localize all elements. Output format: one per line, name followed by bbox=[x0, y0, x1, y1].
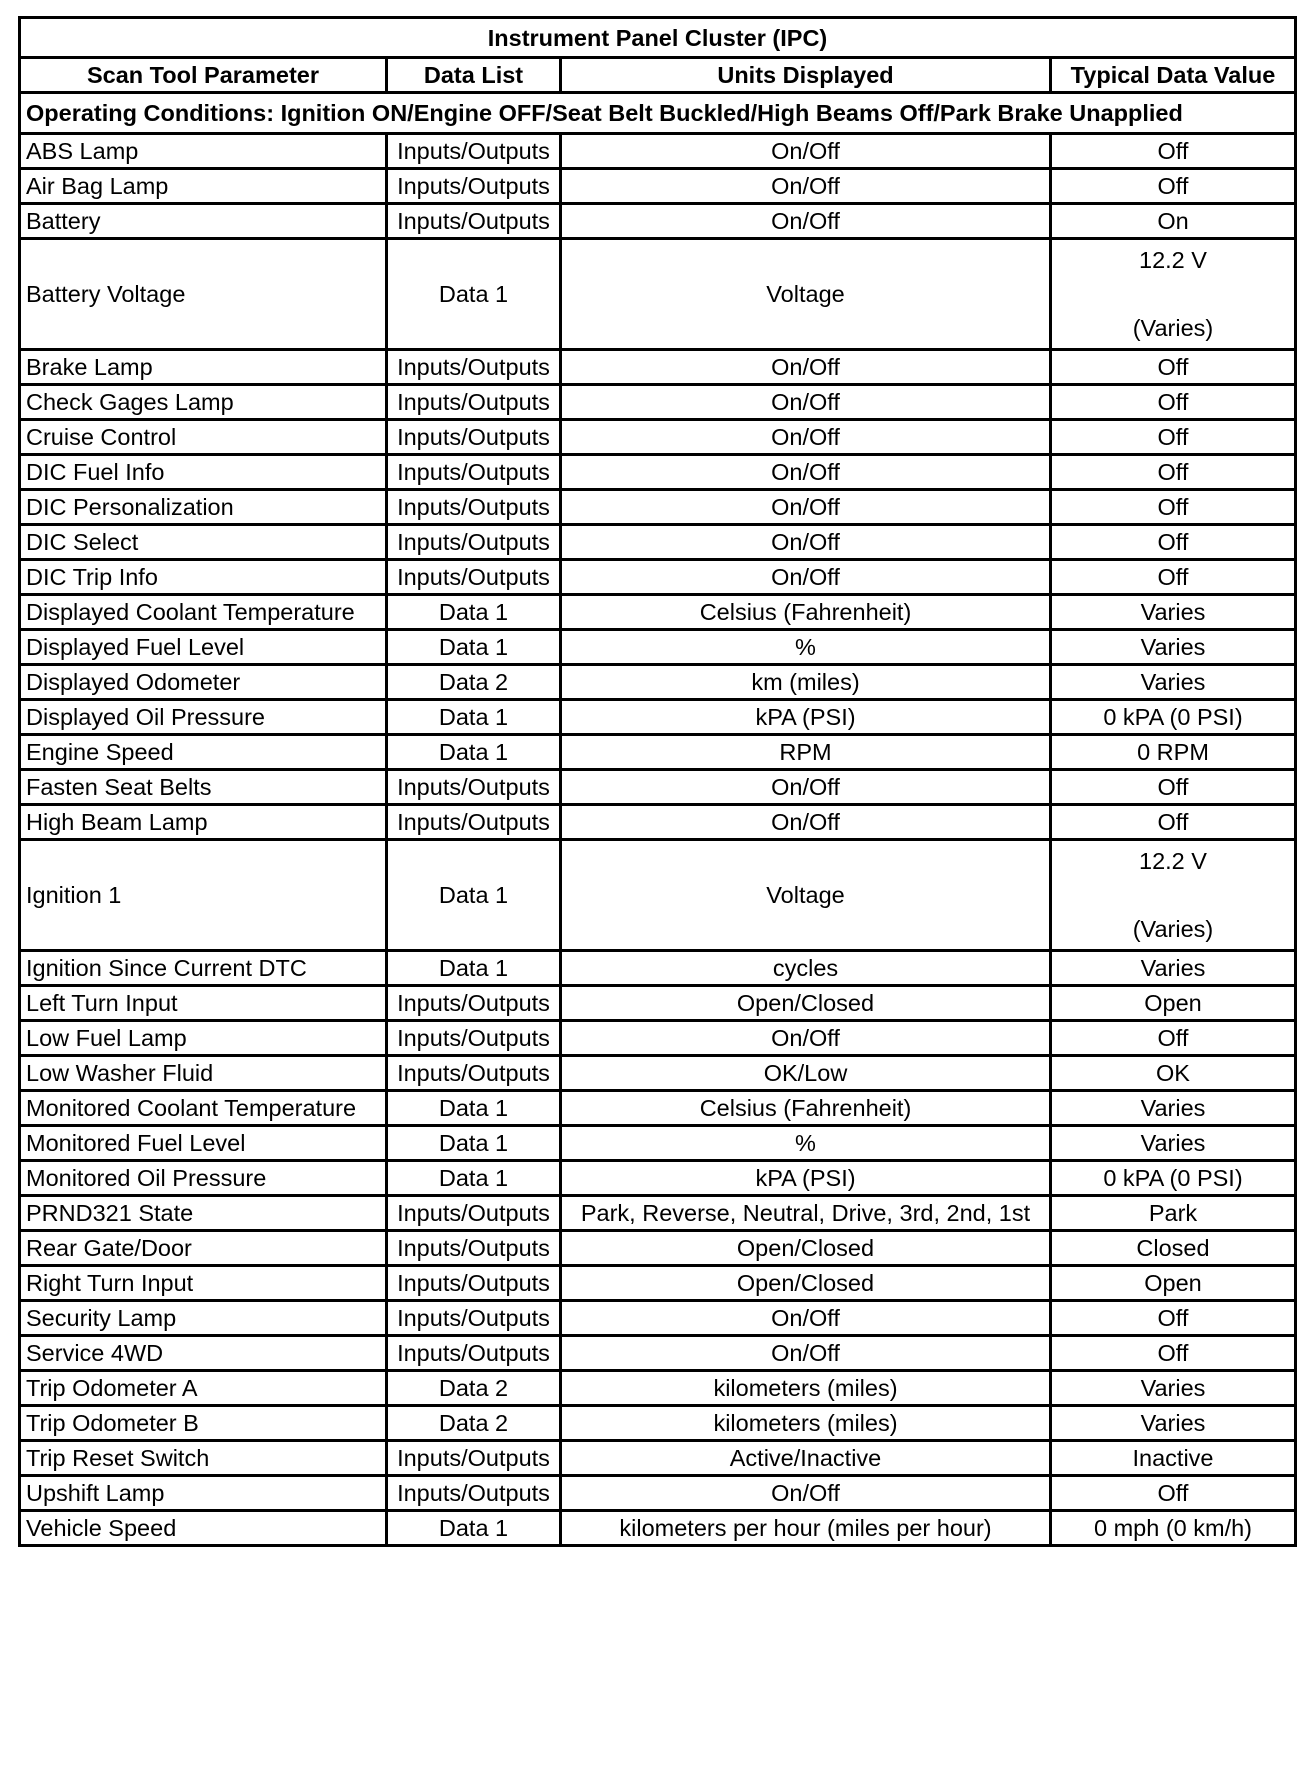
cell-typical-data-value: Off bbox=[1051, 1476, 1296, 1511]
cell-units-displayed: Open/Closed bbox=[561, 1266, 1051, 1301]
cell-typical-data-value: Varies bbox=[1051, 595, 1296, 630]
cell-data-list: Data 1 bbox=[387, 239, 561, 350]
cell-data-list: Data 1 bbox=[387, 700, 561, 735]
cell-scan-tool-parameter: DIC Fuel Info bbox=[20, 455, 387, 490]
cell-data-list: Inputs/Outputs bbox=[387, 525, 561, 560]
cell-typical-data-value: 0 RPM bbox=[1051, 735, 1296, 770]
cell-units-displayed: Voltage bbox=[561, 840, 1051, 951]
cell-scan-tool-parameter: Low Fuel Lamp bbox=[20, 1021, 387, 1056]
cell-typical-data-value: On bbox=[1051, 204, 1296, 239]
header-scan-tool-parameter: Scan Tool Parameter bbox=[20, 58, 387, 93]
cell-units-displayed: On/Off bbox=[561, 770, 1051, 805]
cell-units-displayed: km (miles) bbox=[561, 665, 1051, 700]
table-row bbox=[20, 455, 1296, 490]
cell-scan-tool-parameter: Rear Gate/Door bbox=[20, 1231, 387, 1266]
cell-units-displayed: % bbox=[561, 630, 1051, 665]
cell-scan-tool-parameter: DIC Select bbox=[20, 525, 387, 560]
cell-units-displayed: Park, Reverse, Neutral, Drive, 3rd, 2nd, 1st bbox=[561, 1196, 1051, 1231]
cell-data-list: Inputs/Outputs bbox=[387, 490, 561, 525]
cell-scan-tool-parameter: Displayed Odometer bbox=[20, 665, 387, 700]
cell-typical-data-value: Off bbox=[1051, 560, 1296, 595]
table-row bbox=[20, 1021, 1296, 1056]
cell-typical-data-value: Off bbox=[1051, 420, 1296, 455]
table-body bbox=[20, 134, 1296, 1546]
cell-typical-data-value: Varies bbox=[1051, 1126, 1296, 1161]
cell-typical-data-value: Varies bbox=[1051, 1091, 1296, 1126]
cell-data-list: Inputs/Outputs bbox=[387, 560, 561, 595]
value-stack bbox=[1054, 246, 1292, 342]
header-row bbox=[20, 58, 1296, 93]
cell-typical-data-value: Off bbox=[1051, 1336, 1296, 1371]
cell-units-displayed: Open/Closed bbox=[561, 1231, 1051, 1266]
cell-data-list: Data 1 bbox=[387, 630, 561, 665]
cell-data-list: Data 1 bbox=[387, 595, 561, 630]
cell-typical-data-value: Inactive bbox=[1051, 1441, 1296, 1476]
value-main: 12.2 V bbox=[1139, 848, 1207, 874]
cell-data-list: Inputs/Outputs bbox=[387, 1196, 561, 1231]
cell-data-list: Inputs/Outputs bbox=[387, 1266, 561, 1301]
cell-scan-tool-parameter: Cruise Control bbox=[20, 420, 387, 455]
cell-scan-tool-parameter: Fasten Seat Belts bbox=[20, 770, 387, 805]
header-units-displayed: Units Displayed bbox=[561, 58, 1051, 93]
operating-conditions-row bbox=[20, 93, 1296, 134]
table-row bbox=[20, 169, 1296, 204]
cell-units-displayed: On/Off bbox=[561, 385, 1051, 420]
cell-typical-data-value: Off bbox=[1051, 1021, 1296, 1056]
cell-typical-data-value: Off bbox=[1051, 169, 1296, 204]
cell-typical-data-value: Off bbox=[1051, 805, 1296, 840]
cell-data-list: Inputs/Outputs bbox=[387, 169, 561, 204]
cell-typical-data-value: Off bbox=[1051, 455, 1296, 490]
cell-data-list: Inputs/Outputs bbox=[387, 1441, 561, 1476]
cell-scan-tool-parameter: ABS Lamp bbox=[20, 134, 387, 169]
cell-units-displayed: % bbox=[561, 1126, 1051, 1161]
cell-units-displayed: kilometers per hour (miles per hour) bbox=[561, 1511, 1051, 1546]
cell-units-displayed: On/Off bbox=[561, 420, 1051, 455]
table-row bbox=[20, 420, 1296, 455]
table-row bbox=[20, 805, 1296, 840]
cell-data-list: Inputs/Outputs bbox=[387, 1476, 561, 1511]
cell-typical-data-value: Varies bbox=[1051, 630, 1296, 665]
table-row bbox=[20, 204, 1296, 239]
cell-data-list: Inputs/Outputs bbox=[387, 1056, 561, 1091]
table-row bbox=[20, 560, 1296, 595]
table-row bbox=[20, 525, 1296, 560]
cell-scan-tool-parameter: Check Gages Lamp bbox=[20, 385, 387, 420]
cell-data-list: Inputs/Outputs bbox=[387, 986, 561, 1021]
title-row bbox=[20, 18, 1296, 58]
cell-typical-data-value: 0 kPA (0 PSI) bbox=[1051, 1161, 1296, 1196]
cell-data-list: Inputs/Outputs bbox=[387, 385, 561, 420]
cell-units-displayed: kilometers (miles) bbox=[561, 1371, 1051, 1406]
cell-scan-tool-parameter: Right Turn Input bbox=[20, 1266, 387, 1301]
cell-units-displayed: Celsius (Fahrenheit) bbox=[561, 1091, 1051, 1126]
table-row bbox=[20, 1476, 1296, 1511]
cell-scan-tool-parameter: Security Lamp bbox=[20, 1301, 387, 1336]
table-row bbox=[20, 1266, 1296, 1301]
cell-scan-tool-parameter: Service 4WD bbox=[20, 1336, 387, 1371]
table-row bbox=[20, 735, 1296, 770]
cell-units-displayed: On/Off bbox=[561, 525, 1051, 560]
table-row bbox=[20, 1301, 1296, 1336]
cell-data-list: Data 1 bbox=[387, 840, 561, 951]
cell-typical-data-value: 0 mph (0 km/h) bbox=[1051, 1511, 1296, 1546]
cell-units-displayed: On/Off bbox=[561, 805, 1051, 840]
table-row bbox=[20, 700, 1296, 735]
table-row bbox=[20, 665, 1296, 700]
cell-typical-data-value: Off bbox=[1051, 490, 1296, 525]
table-row bbox=[20, 385, 1296, 420]
table-row bbox=[20, 350, 1296, 385]
value-note: (Varies) bbox=[1132, 916, 1214, 942]
table-row bbox=[20, 840, 1296, 951]
cell-data-list: Data 1 bbox=[387, 1511, 561, 1546]
cell-typical-data-value: Off bbox=[1051, 134, 1296, 169]
cell-units-displayed: Open/Closed bbox=[561, 986, 1051, 1021]
cell-units-displayed: cycles bbox=[561, 951, 1051, 986]
cell-typical-data-value: Varies bbox=[1051, 665, 1296, 700]
cell-scan-tool-parameter: Left Turn Input bbox=[20, 986, 387, 1021]
cell-scan-tool-parameter: Ignition Since Current DTC bbox=[20, 951, 387, 986]
cell-typical-data-value: Open bbox=[1051, 1266, 1296, 1301]
cell-data-list: Data 1 bbox=[387, 735, 561, 770]
cell-typical-data-value: Park bbox=[1051, 1196, 1296, 1231]
header-typical-data-value: Typical Data Value bbox=[1051, 58, 1296, 93]
cell-typical-data-value: Off bbox=[1051, 350, 1296, 385]
cell-scan-tool-parameter: Trip Odometer B bbox=[20, 1406, 387, 1441]
cell-scan-tool-parameter: Monitored Fuel Level bbox=[20, 1126, 387, 1161]
table-title: Instrument Panel Cluster (IPC) bbox=[20, 18, 1296, 58]
cell-data-list: Inputs/Outputs bbox=[387, 1021, 561, 1056]
cell-data-list: Data 1 bbox=[387, 1126, 561, 1161]
cell-units-displayed: kilometers (miles) bbox=[561, 1406, 1051, 1441]
table-row bbox=[20, 1511, 1296, 1546]
value-note: (Varies) bbox=[1132, 315, 1214, 341]
table-row bbox=[20, 134, 1296, 169]
cell-data-list: Data 1 bbox=[387, 1091, 561, 1126]
cell-units-displayed: On/Off bbox=[561, 169, 1051, 204]
cell-units-displayed: OK/Low bbox=[561, 1056, 1051, 1091]
cell-scan-tool-parameter: Trip Odometer A bbox=[20, 1371, 387, 1406]
cell-scan-tool-parameter: Ignition 1 bbox=[20, 840, 387, 951]
cell-data-list: Data 1 bbox=[387, 951, 561, 986]
cell-scan-tool-parameter: Brake Lamp bbox=[20, 350, 387, 385]
cell-typical-data-value: Off bbox=[1051, 525, 1296, 560]
table-row bbox=[20, 630, 1296, 665]
cell-data-list: Inputs/Outputs bbox=[387, 770, 561, 805]
cell-typical-data-value: OK bbox=[1051, 1056, 1296, 1091]
cell-data-list: Inputs/Outputs bbox=[387, 1301, 561, 1336]
table-row bbox=[20, 1196, 1296, 1231]
cell-scan-tool-parameter: Battery bbox=[20, 204, 387, 239]
cell-scan-tool-parameter: PRND321 State bbox=[20, 1196, 387, 1231]
header-data-list: Data List bbox=[387, 58, 561, 93]
cell-units-displayed: On/Off bbox=[561, 1476, 1051, 1511]
table-row bbox=[20, 1371, 1296, 1406]
cell-data-list: Inputs/Outputs bbox=[387, 1336, 561, 1371]
table-row bbox=[20, 1091, 1296, 1126]
table-row bbox=[20, 595, 1296, 630]
table-row bbox=[20, 986, 1296, 1021]
value-stack bbox=[1054, 847, 1292, 943]
cell-scan-tool-parameter: Monitored Oil Pressure bbox=[20, 1161, 387, 1196]
cell-units-displayed: Voltage bbox=[561, 239, 1051, 350]
cell-typical-data-value: Off bbox=[1051, 1301, 1296, 1336]
cell-data-list: Data 2 bbox=[387, 665, 561, 700]
cell-data-list: Inputs/Outputs bbox=[387, 805, 561, 840]
cell-units-displayed: On/Off bbox=[561, 350, 1051, 385]
cell-units-displayed: On/Off bbox=[561, 1301, 1051, 1336]
cell-typical-data-value: Varies bbox=[1051, 1371, 1296, 1406]
table-row bbox=[20, 1126, 1296, 1161]
cell-typical-data-value: 0 kPA (0 PSI) bbox=[1051, 700, 1296, 735]
cell-units-displayed: On/Off bbox=[561, 490, 1051, 525]
cell-typical-data-value: Closed bbox=[1051, 1231, 1296, 1266]
table-row bbox=[20, 239, 1296, 350]
table-row bbox=[20, 1161, 1296, 1196]
cell-scan-tool-parameter: Battery Voltage bbox=[20, 239, 387, 350]
cell-data-list: Inputs/Outputs bbox=[387, 420, 561, 455]
cell-units-displayed: kPA (PSI) bbox=[561, 700, 1051, 735]
cell-scan-tool-parameter: Trip Reset Switch bbox=[20, 1441, 387, 1476]
table-row bbox=[20, 1056, 1296, 1091]
cell-scan-tool-parameter: Air Bag Lamp bbox=[20, 169, 387, 204]
cell-units-displayed: On/Off bbox=[561, 1021, 1051, 1056]
cell-typical-data-value: Open bbox=[1051, 986, 1296, 1021]
cell-typical-data-value: Off bbox=[1051, 385, 1296, 420]
cell-data-list: Inputs/Outputs bbox=[387, 350, 561, 385]
cell-scan-tool-parameter: Upshift Lamp bbox=[20, 1476, 387, 1511]
cell-scan-tool-parameter: Displayed Oil Pressure bbox=[20, 700, 387, 735]
cell-scan-tool-parameter: Low Washer Fluid bbox=[20, 1056, 387, 1091]
table-row bbox=[20, 490, 1296, 525]
operating-conditions: Operating Conditions: Ignition ON/Engine OFF/Seat Belt Buckled/High Beams Off/Park Brake Unapplied bbox=[20, 93, 1296, 134]
cell-scan-tool-parameter: Vehicle Speed bbox=[20, 1511, 387, 1546]
table-row bbox=[20, 1406, 1296, 1441]
cell-units-displayed: On/Off bbox=[561, 134, 1051, 169]
ipc-data-table bbox=[18, 16, 1297, 1547]
table-row bbox=[20, 770, 1296, 805]
cell-data-list: Data 1 bbox=[387, 1161, 561, 1196]
cell-typical-data-value bbox=[1051, 239, 1296, 350]
cell-typical-data-value bbox=[1051, 840, 1296, 951]
cell-data-list: Inputs/Outputs bbox=[387, 1231, 561, 1266]
cell-scan-tool-parameter: Displayed Coolant Temperature bbox=[20, 595, 387, 630]
cell-scan-tool-parameter: Monitored Coolant Temperature bbox=[20, 1091, 387, 1126]
cell-typical-data-value: Off bbox=[1051, 770, 1296, 805]
cell-units-displayed: On/Off bbox=[561, 204, 1051, 239]
cell-units-displayed: kPA (PSI) bbox=[561, 1161, 1051, 1196]
cell-units-displayed: On/Off bbox=[561, 1336, 1051, 1371]
cell-data-list: Inputs/Outputs bbox=[387, 134, 561, 169]
cell-scan-tool-parameter: DIC Trip Info bbox=[20, 560, 387, 595]
value-main: 12.2 V bbox=[1139, 247, 1207, 273]
cell-units-displayed: On/Off bbox=[561, 455, 1051, 490]
table-row bbox=[20, 951, 1296, 986]
table-row bbox=[20, 1441, 1296, 1476]
cell-typical-data-value: Varies bbox=[1051, 1406, 1296, 1441]
cell-data-list: Inputs/Outputs bbox=[387, 204, 561, 239]
cell-units-displayed: Celsius (Fahrenheit) bbox=[561, 595, 1051, 630]
table-row bbox=[20, 1231, 1296, 1266]
cell-scan-tool-parameter: Engine Speed bbox=[20, 735, 387, 770]
cell-units-displayed: On/Off bbox=[561, 560, 1051, 595]
cell-data-list: Inputs/Outputs bbox=[387, 455, 561, 490]
cell-data-list: Data 2 bbox=[387, 1371, 561, 1406]
cell-typical-data-value: Varies bbox=[1051, 951, 1296, 986]
cell-units-displayed: Active/Inactive bbox=[561, 1441, 1051, 1476]
cell-scan-tool-parameter: High Beam Lamp bbox=[20, 805, 387, 840]
cell-data-list: Data 2 bbox=[387, 1406, 561, 1441]
table-row bbox=[20, 1336, 1296, 1371]
cell-scan-tool-parameter: DIC Personalization bbox=[20, 490, 387, 525]
cell-scan-tool-parameter: Displayed Fuel Level bbox=[20, 630, 387, 665]
cell-units-displayed: RPM bbox=[561, 735, 1051, 770]
